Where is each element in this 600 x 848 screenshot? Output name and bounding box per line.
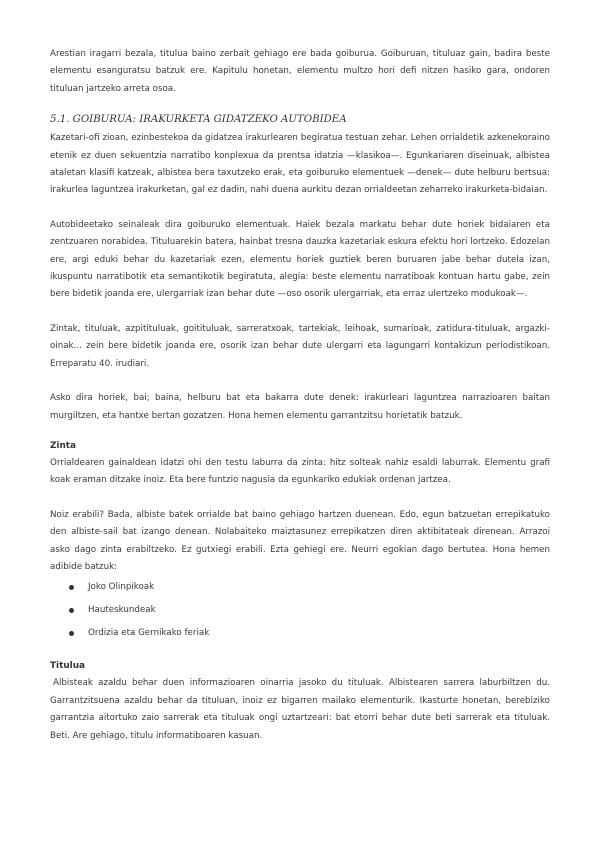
paragraph-3: Zintak, tituluak, azpitituluak, goitituluak, sarreratxoak, tartekiak, leihoak, sumarioak, zatidura-tituluak, argazki-oinak... zein bere bidetik joanda ere, osorik izan behar dute ulergarri eta lagungarri kontakizun periodistikoan. Erreparatu 40. irudiari.: [50, 323, 550, 369]
list-item-label: Joko Olinpikoak: [88, 582, 155, 593]
document-page: [50, 46, 550, 745]
zinta-paragraph-2: Noiz erabili? Bada, albiste batek orrialde bat baino gehiago hartzen duenean. Edo, egun batzuetan errepikatuko den albiste-sail bat izango denean. Nolabaiteko maiztasunez errepikatzen diren aktibitateak direnean. Arrazoi asko dago zinta erabiltzeko. Ez gutxiegi erabili. Ezta gehiegi ere. Neurri egokian dago bertutea. Hona hemen adibide batzuk:: [50, 509, 550, 572]
zinta-heading: Zinta: [50, 440, 77, 451]
list-item-label: Ordizia eta Gernikako feriak: [88, 628, 210, 639]
list-item: [67, 599, 550, 622]
list-item-label: Hauteskundeak: [88, 605, 156, 616]
list-item: [67, 576, 550, 599]
titulua-paragraph: Albisteak azaldu behar duen informazioaren oinarria jasoko du tituluak. Albistearen sarrera laburbiltzen du. Garrantzitsuena azaldu behar da tituluan, inoiz ez bigarren mailako elementurik. Ikasturte honetan, berebiziko garrantzia aitortuko zaio sarrerak eta tituluak ongi uztartzeari: bat etorri behar dute beti sarrerak eta tituluak. Beti. Are gehiago, titulu informatiboaren kasuan.: [50, 678, 550, 741]
example-list: [50, 576, 550, 645]
bullet-icon: [69, 585, 74, 590]
paragraph-2: Autobideetako seinaleak dira goiburuko elementuak. Haiek bezala markatu behar dute horiek bidaiaren eta zentzuaren norabidea. Tituluarekin batera, hainbat tresna dauzka kazetariak eskura efektu hori lortzeko. Edozelan ere, argi eduki behar du kazetariak ezen, elementu horiek guztiek beren buruaren jabe behar dutela izan, ikuspuntu narratibotik eta semantikotik begiratuta, alegia: beste elementu narratiboak kontuan hartu gabe, zein bere bidetik joanda ere, ulergarriak izan behar dute —oso osorik ulergarriak, eta erraz ulertzeko modukoak—.: [50, 219, 550, 300]
intro-paragraph: Arestian iragarri bezala, titulua baino zerbait gehiago ere bada goiburua. Goiburuan, tituluaz gain, badira beste elementu esanguratsu batzuk ere. Kapitulu honetan, elementu multzo hori defi nitzen hasiko gara, ondoren tituluan jartzeko arreta osoa.: [50, 49, 550, 94]
bullet-icon: [69, 631, 74, 636]
list-item: [67, 622, 550, 645]
titulua-heading: Titulua: [50, 661, 86, 672]
zinta-paragraph-1: Orrialdearen gainaldean idatzi ohi den testu laburra da zinta: hitz solteak nahiz esaldi laburrak. Elementu grafi koak eraman ditzake inoiz. Eta bere funtzio nagusia da egunkariko edukiak ordenan jartzea.: [50, 457, 550, 486]
paragraph-4: Asko dira horiek, bai; baina, helburu bat eta bakarra dute denek: irakurleari laguntzea narrazioaren baitan murgiltzen, eta hantxe bertan gozatzen. Hona hemen elementu garrantzitsu horietatik batzuk.: [50, 393, 550, 421]
paragraph-1: Kazetari-ofi zioan, ezinbestekoa da gidatzea irakurlearen begiratua testuan zehar. Lehen orrialdetik azkenekoraino etenik ez duen sekuentzia narratibo konplexua da prentsa idatzia —klasikoa—. Egunkariaren diseinuak, albistea ataletan klasifi katzeak, albistea bera taxutzeko erak, eta goiburuko elementuek —denek— dute helburu bertsua: irakurlea laguntzea irakurketan, gal ez dadin, nahi duena aurkitu dezan orrialdeetan zeharreko irakurketa-bidaian.: [50, 133, 550, 196]
bullet-icon: [69, 608, 74, 613]
section-title: 5.1. GOIBURUA: IRAKURKETA GIDATZEKO AUTOBIDEA: [50, 114, 347, 126]
